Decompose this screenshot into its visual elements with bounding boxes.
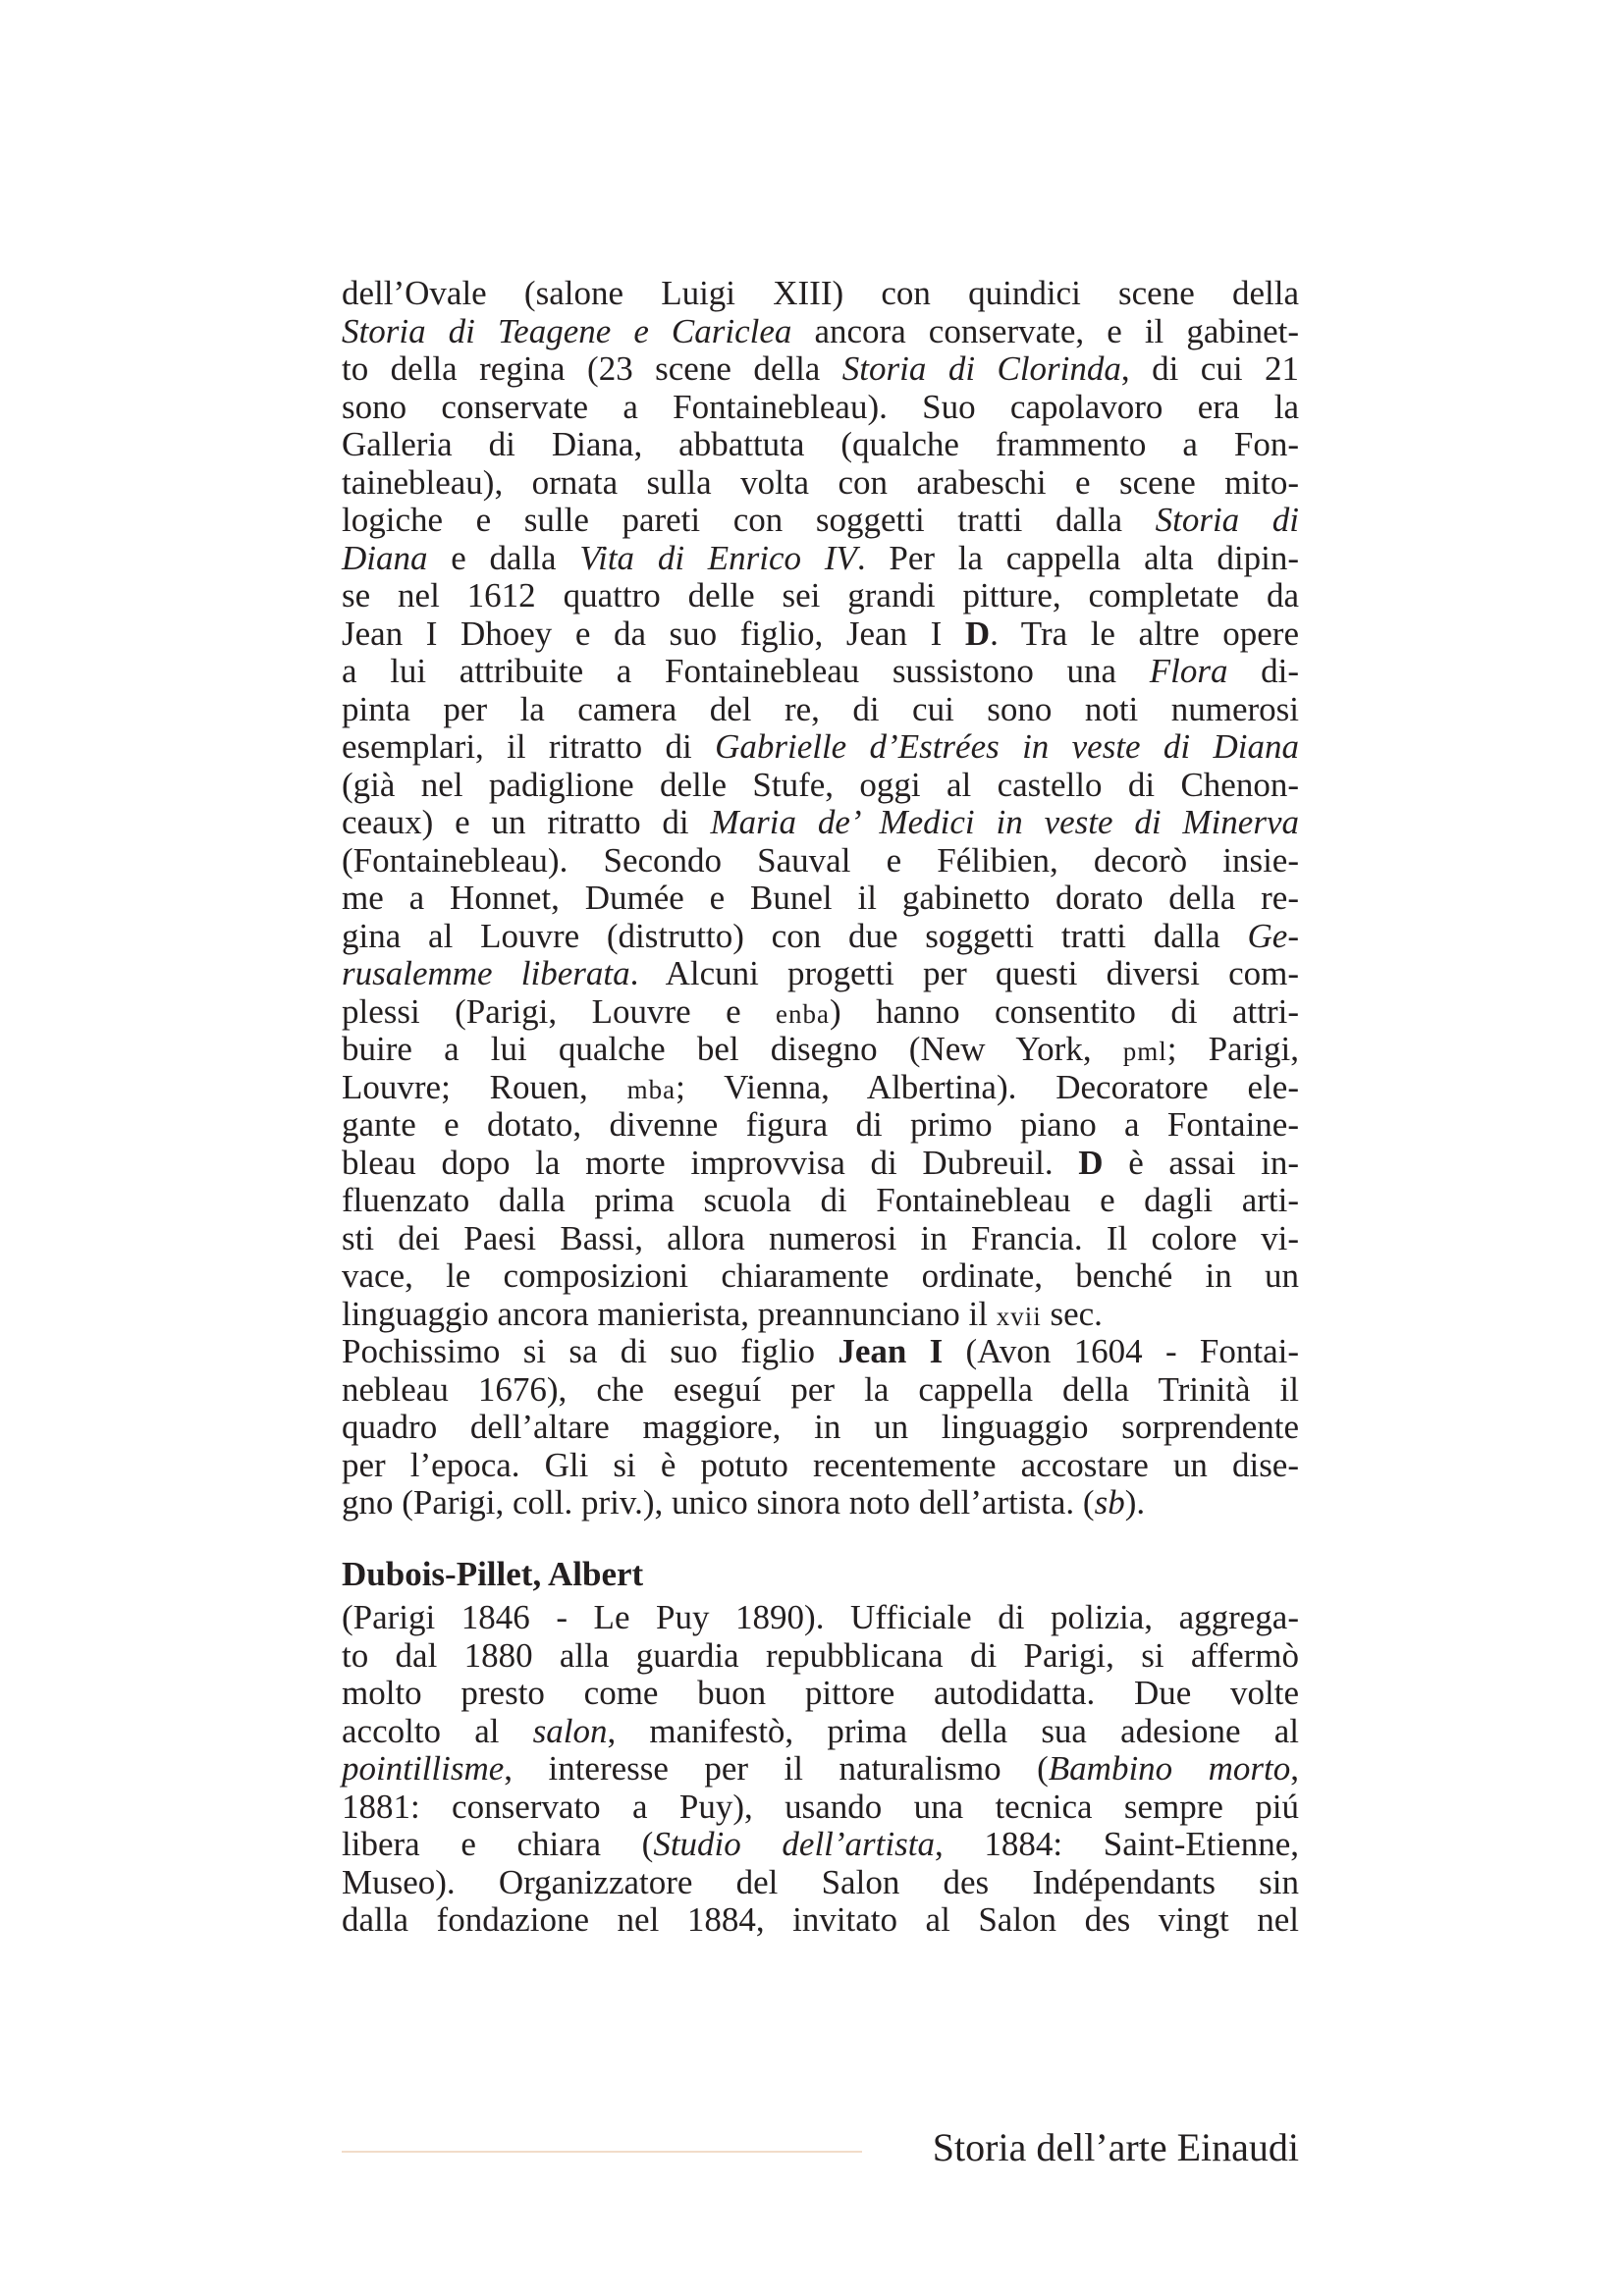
- text-line: Galleria di Diana, abbattuta (qualche frammento a Fon-: [342, 425, 1299, 463]
- text-line: Storia di Teagene e Cariclea ancora conservate, e il gabinet-: [342, 311, 1299, 350]
- paragraph-continuation: [342, 275, 1299, 1333]
- text-line: Museo). Organizzatore del Salon des Indépendants sin: [342, 1862, 1299, 1901]
- footer-title: Storia dell’arte Einaudi: [932, 2125, 1299, 2169]
- text-line: (Fontainebleau). Secondo Sauval e Félibien, decorò insie-: [342, 840, 1299, 880]
- text-line: a lui attribuite a Fontainebleau sussistono una Flora di-: [342, 652, 1299, 690]
- text-line: Pochissimo si sa di suo figlio Jean I (Avon 1604 - Fontai-: [342, 1332, 1300, 1370]
- text-line: ceaux) e un ritratto di Maria de’ Medici in veste di Minerva: [342, 803, 1299, 841]
- text-line: bleau dopo la morte improvvisa di Dubreuil. D è assai in-: [342, 1143, 1300, 1182]
- text-line: logiche e sulle pareti con soggetti tratti dalla Storia di: [342, 501, 1300, 539]
- text-line: tainebleau), ornata sulla volta con arabeschi e scene mito-: [342, 462, 1299, 502]
- text-line: nebleau 1676), che eseguí per la cappella della Trinità il: [342, 1369, 1299, 1409]
- text-line: libera e chiara (Studio dell’artista, 1884: Saint-Etienne,: [342, 1825, 1299, 1863]
- text-line: plessi (Parigi, Louvre e enba) hanno consentito di attri-: [342, 991, 1300, 1031]
- text-line: molto presto come buon pittore autodidatta. Due volte: [342, 1674, 1299, 1712]
- text-line: sono conservate a Fontainebleau). Suo capolavoro era la: [342, 387, 1299, 426]
- text-line: Louvre; Rouen, mba; Vienna, Albertina). Decoratore ele-: [342, 1067, 1299, 1106]
- entry-heading: Dubois-Pillet, Albert: [342, 1554, 644, 1593]
- text-line: fluenzato dalla prima scuola di Fontainebleau e dagli arti-: [342, 1181, 1299, 1219]
- text-line: dell’Ovale (salone Luigi XIII) con quindici scene della: [342, 274, 1299, 312]
- footer-divider: [342, 2151, 862, 2153]
- text-line: Diana e dalla Vita di Enrico IV. Per la cappella alta dipin-: [342, 538, 1299, 577]
- paragraph-dubois-pillet: [342, 1599, 1299, 1940]
- text-line: vace, le composizioni chiaramente ordinate, benché in un: [342, 1256, 1299, 1295]
- text-line: per l’epoca. Gli si è potuto recentemente accostare un dise-: [342, 1445, 1299, 1484]
- text-line: buire a lui qualche bel disegno (New York, pml; Parigi,: [342, 1030, 1300, 1068]
- text-line: gno (Parigi, coll. priv.), unico sinora noto dell’artista. (sb).: [342, 1483, 1146, 1522]
- text-line: (Parigi 1846 - Le Puy 1890). Ufficiale di polizia, aggrega-: [342, 1598, 1299, 1636]
- text-line: 1881: conservato a Puy), usando una tecnica sempre piú: [342, 1787, 1299, 1826]
- text-line: to della regina (23 scene della Storia di Clorinda, di cui 21: [342, 349, 1299, 388]
- text-line: esemplari, il ritratto di Gabrielle d’Estrées in veste di Diana: [342, 727, 1299, 766]
- text-line: pointillisme, interesse per il naturalismo (Bambino morto,: [342, 1749, 1300, 1788]
- text-line: accolto al salon, manifestò, prima della sua adesione al: [342, 1711, 1299, 1750]
- text-line: (già nel padiglione delle Stufe, oggi al castello di Chenon-: [342, 765, 1299, 804]
- text-line: quadro dell’altare maggiore, in un linguaggio sorprendente: [342, 1408, 1299, 1446]
- text-line: se nel 1612 quattro delle sei grandi pitture, completate da: [342, 576, 1299, 614]
- text-line: gante e dotato, divenne figura di primo piano a Fontaine-: [342, 1105, 1299, 1144]
- text-line: gina al Louvre (distrutto) con due soggetti tratti dalla Ge-: [342, 916, 1299, 955]
- paragraph-jean-i: [342, 1333, 1299, 1522]
- text-line: Jean I Dhoey e da suo figlio, Jean I D. Tra le altre opere: [342, 614, 1299, 653]
- text-line: me a Honnet, Dumée e Bunel il gabinetto dorato della re-: [342, 879, 1299, 917]
- text-line: linguaggio ancora manierista, preannunciano il xvii sec.: [342, 1294, 1103, 1333]
- text-line: rusalemme liberata. Alcuni progetti per questi diversi com-: [342, 954, 1300, 992]
- main-text: [342, 275, 1299, 1940]
- text-line: to dal 1880 alla guardia repubblicana di Parigi, si affermò: [342, 1635, 1299, 1675]
- text-line: pinta per la camera del re, di cui sono noti numerosi: [342, 689, 1299, 728]
- text-line: sti dei Paesi Bassi, allora numerosi in Francia. Il colore vi-: [342, 1218, 1299, 1257]
- text-line: dalla fondazione nel 1884, invitato al Salon des vingt nel: [342, 1900, 1299, 1939]
